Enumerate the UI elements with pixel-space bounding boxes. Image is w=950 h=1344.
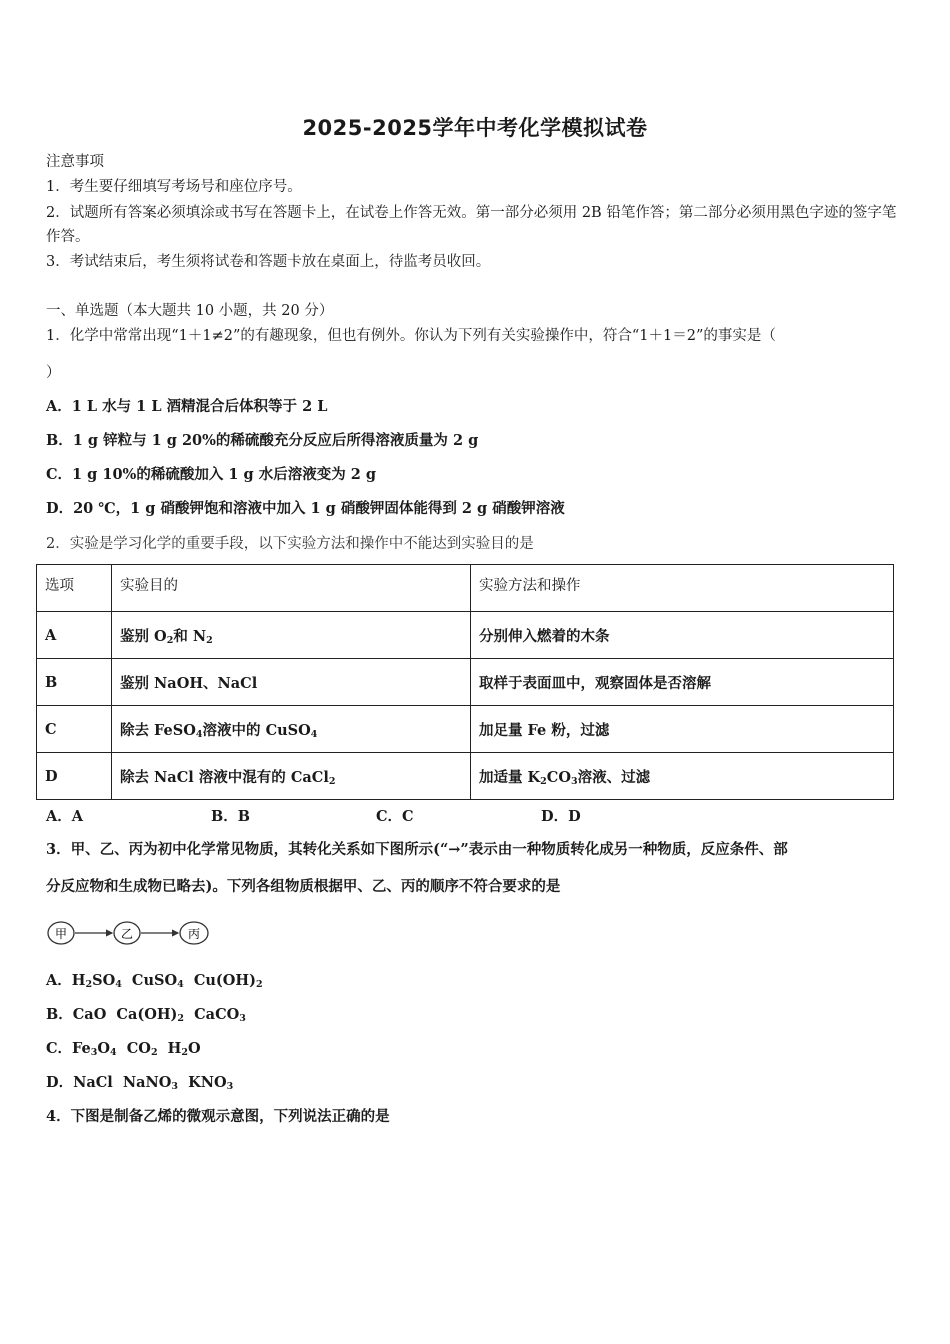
table-row	[37, 753, 894, 800]
table-cell-option: D	[37, 753, 112, 800]
q4-stem: 4．下图是制备乙烯的微观示意图，下列说法正确的是	[46, 1108, 390, 1125]
q3-option-c: C．$Fe_3O_4$ $CO_2$ $H_2O$	[46, 1040, 201, 1058]
table-cell-purpose: 除去 NaCl 溶液中混有的 CaCl$_2$	[112, 753, 471, 800]
table-cell-purpose: 除去 FeSO$_4$溶液中的 CuSO$_4$	[112, 706, 471, 753]
q3-option-a: A．$H_2SO_4$ CuSO$_4$ $Cu(OH)_2$	[46, 972, 263, 990]
notice-item-3: 3．考试结束后，考生须将试卷和答题卡放在桌面上，待监考员收回。	[46, 254, 491, 270]
table-cell-method: 加适量 $K_2CO_3$溶液、过滤	[471, 753, 894, 800]
table-cell-option: A	[37, 612, 112, 659]
q3-option-d: D．NaCl NaNO$_3$ $KNO_3$	[46, 1074, 234, 1092]
node-yi-label: 乙	[120, 927, 134, 941]
q3-option-b: B．CaO $Ca(OH)_2$ CaCO$_3$	[46, 1006, 246, 1024]
q2-experiment-table	[36, 564, 894, 800]
q1-stem-end: ）	[46, 365, 61, 381]
q2-choice-a: A．A	[46, 808, 84, 825]
q2-choice-c: C．C	[376, 808, 414, 825]
table-cell-method: 加足量 Fe 粉，过滤	[471, 706, 894, 753]
q2-stem: 2．实验是学习化学的重要手段，以下实验方法和操作中不能达到实验目的是	[46, 536, 534, 552]
q2-choice-b: B．B	[211, 808, 251, 825]
table-cell-purpose: 鉴别 NaOH、NaCl	[112, 659, 471, 706]
table-cell-purpose: 鉴别 $O_2$和 $N_2$	[112, 612, 471, 659]
notice-item-1: 1．考生要仔细填写考场号和座位序号。	[46, 179, 302, 195]
q1-option-c: C．1 g 10%的稀硫酸加入 1 g 水后溶液变为 2 g	[46, 466, 377, 483]
q1-stem: 1．化学中常常出现“1＋1≠2”的有趣现象，但也有例外。你认为下列有关实验操作中，符合“1＋1＝2”的事实是（	[46, 328, 776, 344]
q2-choice-d: D．D	[541, 808, 581, 825]
page-title: 2025-2025学年中考化学模拟试卷	[302, 116, 648, 140]
section-heading: 一、单选题（本大题共 10 小题，共 20 分）	[46, 303, 334, 319]
table-header-method: 实验方法和操作	[471, 565, 894, 612]
notice-item-2: 2．试题所有答案必须填涂或书写在答题卡上，在试卷上作答无效。第一部分必须用 2B 铅笔作答；第二部分必须用黑色字迹的签字笔作答。	[46, 205, 897, 245]
table-header-row	[37, 565, 894, 612]
table-cell-option: C	[37, 706, 112, 753]
q1-option-d: D．20 ℃，1 g 硝酸钾饱和溶液中加入 1 g 硝酸钾固体能得到 2 g 硝酸钾溶液	[46, 500, 565, 517]
table-header-option: 选项	[37, 565, 112, 612]
q3-stem-line1: 3．甲、乙、丙为初中化学常见物质，其转化关系如下图所示(“→”表示由一种物质转化成另一种物质，反应条件、部	[46, 841, 788, 858]
notice-heading: 注意事项	[46, 154, 104, 170]
q1-option-b: B．1 g 锌粒与 1 g 20%的稀硫酸充分反应后所得溶液质量为 2 g	[46, 432, 479, 449]
q3-stem-line2: 分反应物和生成物已略去)。下列各组物质根据甲、乙、丙的顺序不符合要求的是	[46, 878, 561, 895]
node-jia-label: 甲	[54, 927, 68, 941]
table-row	[37, 612, 894, 659]
table-row	[37, 659, 894, 706]
table-cell-option: B	[37, 659, 112, 706]
table-cell-method: 取样于表面皿中，观察固体是否溶解	[471, 659, 894, 706]
q3-conversion-diagram	[46, 918, 216, 948]
table-header-purpose: 实验目的	[112, 565, 471, 612]
table-row	[37, 706, 894, 753]
node-bing-label: 丙	[187, 927, 201, 941]
table-cell-method: 分别伸入燃着的木条	[471, 612, 894, 659]
q1-option-a: A．1 L 水与 1 L 酒精混合后体积等于 2 L	[46, 398, 328, 415]
